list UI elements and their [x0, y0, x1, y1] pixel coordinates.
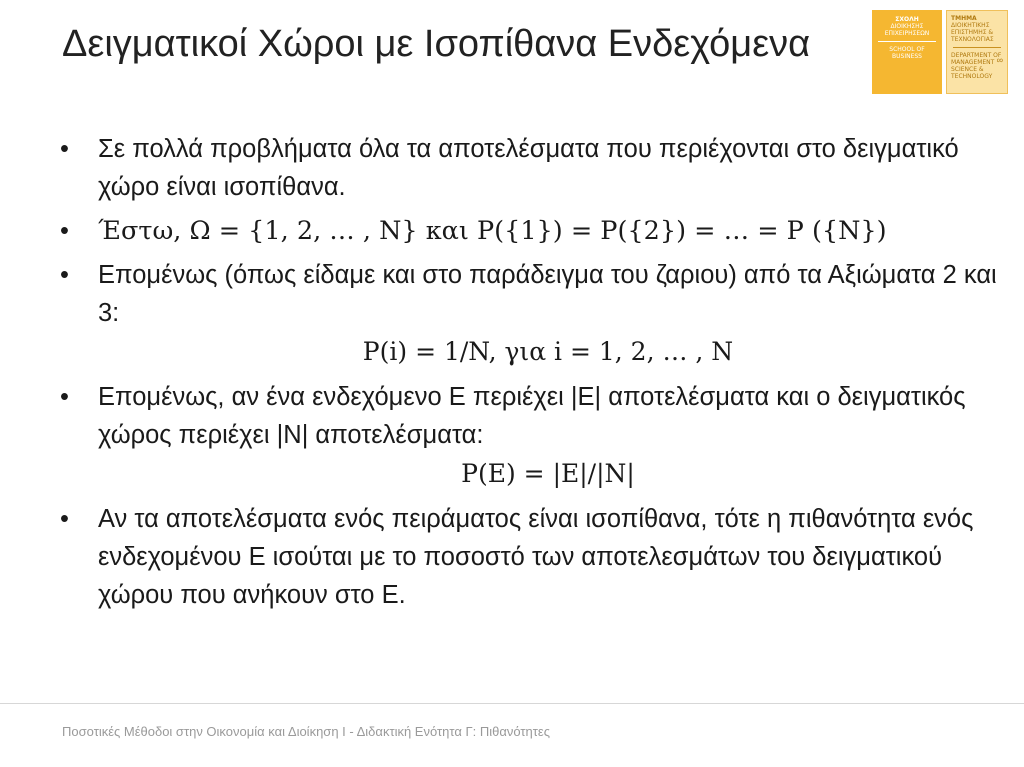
- slide-content: [58, 130, 998, 620]
- bullet-item-5: [58, 500, 998, 614]
- dept-logo-line-2: ΔΙΟΙΚΗΤΙΚΗΣ: [951, 22, 990, 29]
- school-logo-line-1: ΣΧΟΛΗ: [895, 16, 919, 23]
- bullet-text-4: Επομένως, αν ένα ενδεχόμενο E περιέχει |E| αποτελέσματα και ο δειγματικός χώρος περιέχει |N| αποτελέσματα:: [98, 383, 966, 449]
- school-logo: [872, 10, 942, 94]
- bullet-item-2: [58, 212, 998, 250]
- dept-logo-line-1: ΤΜΗΜΑ: [951, 15, 977, 22]
- infinity-icon: ∞: [996, 55, 1003, 65]
- dept-logo-line-5: DEPARTMENT OF: [951, 52, 1002, 59]
- school-logo-divider: [878, 41, 936, 42]
- dept-logo-divider: [953, 47, 1001, 48]
- dept-logo-line-7: SCIENCE &: [951, 66, 984, 73]
- dept-logo-line-4: ΤΕΧΝΟΛΟΓΙΑΣ: [951, 36, 994, 43]
- dept-logo-line-3: ΕΠΙΣΤΗΜΗΣ &: [951, 29, 994, 36]
- university-logos: [872, 10, 1012, 96]
- bullet-text-3: Επομένως (όπως είδαμε και στο παράδειγμα του ζαριου) από τα Αξιώματα 2 και 3:: [98, 261, 997, 327]
- bullet-text-5: Αν τα αποτελέσματα ενός πειράματος είναι ισοπίθανα, τότε η πιθανότητα ενός ενδεχομένου E ισούται με το ποσοστό των αποτελεσμάτων του δειγματικού χώρου που ανήκουν στο E.: [98, 505, 974, 609]
- dept-logo-line-8: TECHNOLOGY: [951, 73, 993, 80]
- slide-footer: Ποσοτικές Μέθοδοι στην Οικονομία και Διοίκηση Ι - Διδακτική Ενότητα Γ: Πιθανότητες: [62, 724, 550, 739]
- formula-event-probability: P(E) = |E|/|N|: [461, 459, 635, 488]
- bullet-item-4: [58, 378, 998, 494]
- school-logo-line-4: SCHOOL OF: [889, 46, 925, 53]
- bullet-text-2: Έστω, Ω = {1, 2, … , N} και P({1}) = P({2}) = … = P ({N}): [98, 216, 887, 246]
- school-logo-line-3: ΕΠΙΧΕΙΡΗΣΕΩΝ: [884, 30, 930, 37]
- department-logo: [946, 10, 1008, 94]
- footer-divider: [0, 703, 1024, 704]
- slide-title: Δειγματικοί Χώροι με Ισοπίθανα Ενδεχόμενα: [62, 23, 811, 65]
- bullet-item-1: [58, 130, 998, 206]
- formula-uniform-probability: P(i) = 1/N, για i = 1, 2, … , N: [362, 337, 734, 366]
- school-logo-line-5: BUSINESS: [892, 53, 922, 60]
- school-logo-line-2: ΔΙΟΙΚΗΣΗΣ: [890, 23, 924, 30]
- bullet-text-1: Σε πολλά προβλήματα όλα τα αποτελέσματα που περιέχονται στο δειγματικό χώρο είναι ισοπίθανα.: [98, 135, 959, 201]
- bullet-item-3: [58, 256, 998, 372]
- dept-logo-line-6: MANAGEMENT: [951, 59, 995, 66]
